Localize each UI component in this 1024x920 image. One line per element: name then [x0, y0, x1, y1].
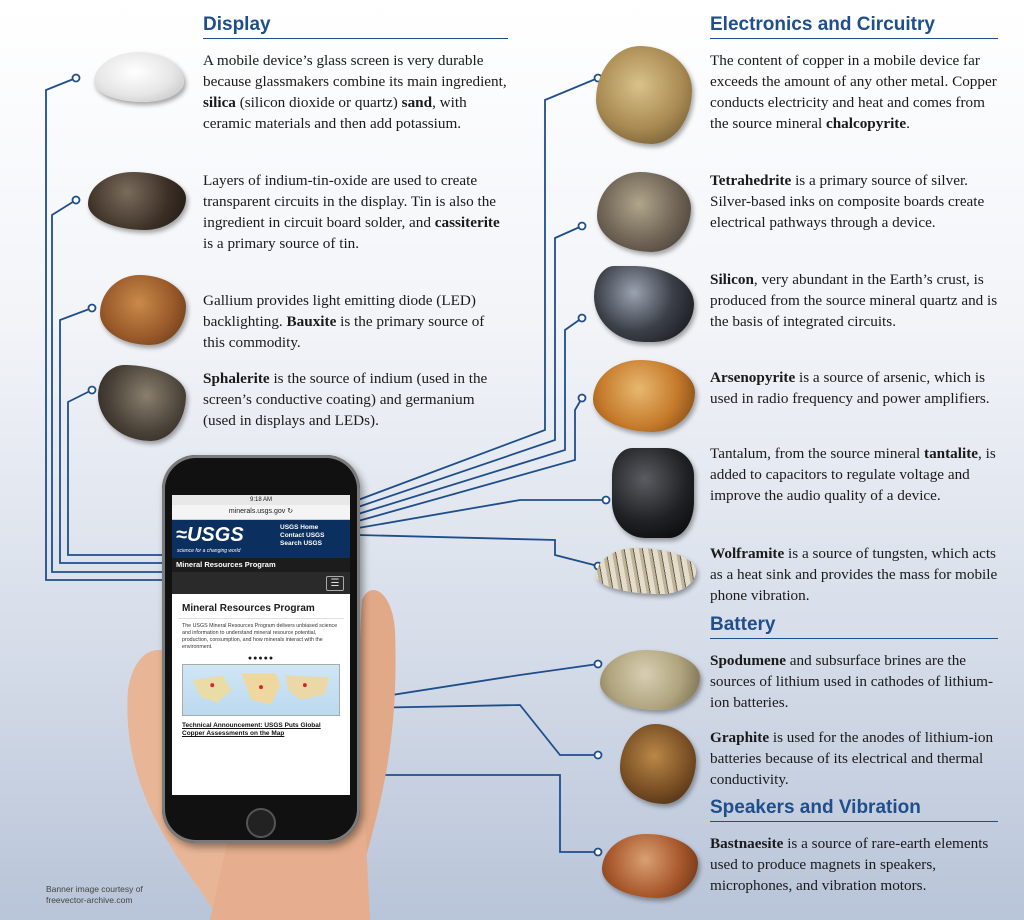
silicon-description: Silicon, very abundant in the Earth’s crust, is produced from the source mineral quartz and is the basis of integrated circuits. — [710, 271, 998, 330]
usgs-header — [172, 520, 350, 558]
menu-bar — [172, 572, 350, 594]
silica-description: A mobile device’s glass screen is very durable because glassmakers combine its main ingredient, silica (silicon dioxide or quartz) sand, with ceramic materials and then add potassium. — [203, 52, 507, 132]
image-credit — [46, 884, 143, 906]
nav-usgs-home[interactable]: USGS Home — [280, 524, 319, 531]
card-text: The USGS Mineral Resources Program delivers unbiased science and information to understand mineral resource potential, production, consumption, and how minerals interact with the environment. — [182, 623, 338, 650]
speakers-heading: Speakers and Vibration — [710, 797, 998, 822]
arsenopyrite-image — [593, 360, 695, 432]
bastnaesite-image — [602, 834, 698, 898]
usgs-logo[interactable]: ≈USGS — [176, 524, 244, 546]
program-bar: Mineral Resources Program — [172, 558, 350, 572]
battery-heading: Battery — [710, 614, 998, 639]
nav-search-usgs[interactable]: Search USGS — [280, 540, 322, 547]
wolframite-image — [596, 548, 696, 594]
arsenopyrite-description: Arsenopyrite is a source of arsenic, which is used in radio frequency and power amplifiers. — [710, 369, 990, 407]
home-button[interactable] — [246, 808, 276, 838]
phone-screen — [172, 495, 350, 795]
spodumene-description: Spodumene and subsurface brines are the sources of lithium used in cathodes of lithium-ion batteries. — [710, 652, 994, 711]
announcement-link[interactable]: Technical Announcement: USGS Puts Global Copper Assessments on the Map — [182, 722, 321, 737]
electronics-heading: Electronics and Circuitry — [710, 14, 998, 39]
content-card — [178, 595, 344, 795]
wolframite-description: Wolframite is a source of tungsten, which acts as a heat sink and provides the mass for mobile phone vibration. — [710, 545, 998, 604]
display-heading: Display — [203, 14, 508, 39]
bastnaesite-description: Bastnaesite is a source of rare-earth elements used to produce magnets in speakers, microphones, and vibration motors. — [710, 835, 989, 894]
silica-sand-image — [94, 52, 184, 102]
tetrahedrite-image — [597, 172, 691, 252]
sphalerite-description: Sphalerite is the source of indium (used in the screen’s conductive coating) and germanium (used in displays and LEDs). — [203, 370, 488, 429]
world-map-image[interactable] — [182, 664, 340, 716]
nav-contact-usgs[interactable]: Contact USGS — [280, 532, 325, 539]
usgs-nav — [280, 524, 324, 548]
sphalerite-image — [98, 365, 186, 441]
tantalite-image — [612, 448, 694, 538]
map-shapes — [183, 665, 339, 715]
status-time: 9:18 AM — [249, 497, 272, 503]
tantalite-description: Tantalum, from the source mineral tantalite, is added to capacitors to regulate voltage and improve the audio quality of a device. — [710, 445, 996, 504]
graphite-image — [620, 724, 696, 804]
url-text: minerals.usgs.gov — [228, 508, 286, 515]
silicon-image — [594, 266, 694, 342]
credit-line-1: Banner image courtesy of — [46, 884, 143, 894]
credit-line-2: freevector-archive.com — [46, 895, 133, 905]
chalcopyrite-description: The content of copper in a mobile device far exceeds the amount of any other metal. Copper conducts electricity and heat and comes from the source mineral chalcopyrite. — [710, 52, 997, 132]
chalcopyrite-image — [596, 46, 692, 144]
graphite-description: Graphite is used for the anodes of lithium-ion batteries because of its electrical and thermal conductivity. — [710, 729, 994, 788]
status-bar — [172, 495, 350, 505]
bauxite-image — [100, 275, 186, 345]
carousel-dots[interactable]: ●●●●● — [247, 655, 275, 662]
reload-icon[interactable]: ↻ — [287, 508, 294, 515]
card-title: Mineral Resources Program — [178, 595, 344, 619]
spodumene-image — [600, 650, 700, 710]
bauxite-description: Gallium provides light emitting diode (LED) backlighting. Bauxite is the primary source of this commodity. — [203, 292, 485, 351]
tetrahedrite-description: Tetrahedrite is a primary source of silver. Silver-based inks on composite boards create electrical pathways through a device. — [710, 172, 985, 231]
cassiterite-description: Layers of indium-tin-oxide are used to create transparent circuits in the display. Tin is also the ingredient in circuit board solder, and cassiterite is a primary source of tin. — [203, 172, 500, 252]
url-bar[interactable] — [172, 505, 350, 520]
usgs-tagline: science for a changing world — [177, 548, 241, 554]
cassiterite-image — [88, 172, 186, 230]
hamburger-menu-icon[interactable]: ☰ — [326, 576, 344, 591]
